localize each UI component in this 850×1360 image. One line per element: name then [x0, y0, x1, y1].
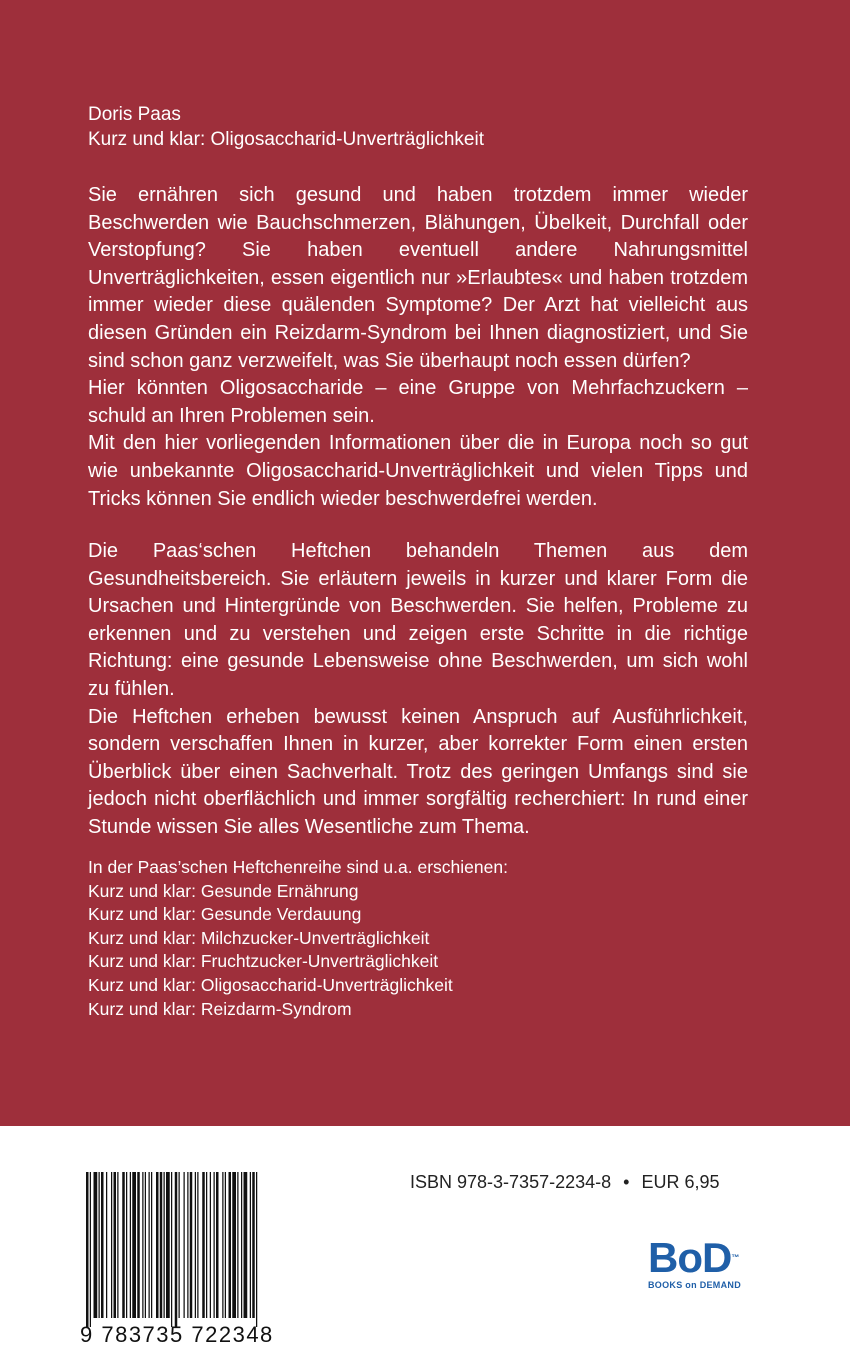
barcode-bar: [187, 1172, 188, 1318]
barcode-bar: [210, 1172, 211, 1318]
bod-publisher-name: BOOKS on DEMAND: [648, 1280, 741, 1290]
barcode-bar: [250, 1172, 251, 1318]
blurb-paragraph-2: Hier könnten Oligosaccharide – eine Gruppe von Mehrfachzuckern – schuld an Ihren Problemen sein.: [88, 377, 748, 427]
barcode-bar: [175, 1172, 178, 1327]
isbn-price-line: [410, 1172, 720, 1193]
barcode-bar: [149, 1172, 150, 1318]
barcode-bar: [137, 1172, 140, 1318]
barcode-bar: [164, 1172, 165, 1318]
barcode-bar: [106, 1172, 107, 1318]
barcode-bar: [160, 1172, 163, 1318]
isbn-separator: •: [623, 1172, 630, 1192]
series-list: [88, 856, 748, 1021]
blurb-paragraph-3: Mit den hier vorliegenden Informationen über die in Europa noch so gut wie unbekannte Oligosaccharid-Unverträglichkeit und vielen Tipps und Tricks können Sie endlich wieder beschwerdefrei werden.: [88, 432, 748, 510]
barcode-bar: [145, 1172, 146, 1318]
barcode-bar: [151, 1172, 152, 1318]
barcode-bar: [206, 1172, 207, 1318]
barcode-bar: [171, 1172, 172, 1327]
barcode-bar: [222, 1172, 223, 1318]
barcode-bar: [111, 1172, 112, 1318]
barcode-bar: [214, 1172, 215, 1318]
barcode-bar: [130, 1172, 131, 1318]
price: EUR 6,95: [641, 1172, 720, 1192]
series-list-item: Kurz und klar: Gesunde Verdauung: [88, 904, 362, 925]
barcode-bar: [114, 1172, 117, 1318]
barcode-bar: [202, 1172, 205, 1318]
series-list-item: Kurz und klar: Reizdarm-Syndrom: [88, 998, 352, 1019]
barcode-bar: [122, 1172, 125, 1318]
barcode-bar: [126, 1172, 127, 1318]
isbn-barcode: [84, 1172, 264, 1327]
barcode-bar: [232, 1172, 236, 1318]
series-intro-paragraph-2: Die Heftchen erheben bewusst keinen Anspruch auf Ausführlichkeit, sondern verschaffen Ihnen in kurzer, aber korrekter Form einen ersten Überblick über einen Sachverhalt. Trotz des geringen Umfangs sind sie jedoch nicht oberflächlich und immer sorgfältig recherchiert: In rund einer Stunde wissen Sie alles Wesentliche zum Thema.: [88, 705, 748, 838]
barcode-bar: [184, 1172, 185, 1318]
barcode-bar: [117, 1172, 118, 1318]
barcode-bar: [197, 1172, 198, 1318]
series-list-item: Kurz und klar: Milchzucker-Unverträglichkeit: [88, 927, 430, 948]
blurb-section: [88, 182, 748, 513]
barcode-bar: [86, 1172, 89, 1327]
book-title: Kurz und klar: Oligosaccharid-Unverträglichkeit: [88, 129, 484, 150]
series-list-item: Kurz und klar: Gesunde Ernährung: [88, 880, 359, 901]
series-list-item: Kurz und klar: Oligosaccharid-Unverträglichkeit: [88, 974, 453, 995]
barcode-bar: [252, 1172, 255, 1318]
barcode-bar: [190, 1172, 193, 1318]
barcode-bar: [101, 1172, 104, 1318]
series-intro-section: [88, 538, 748, 842]
barcode-digits: 9 783735 722348: [80, 1322, 274, 1347]
barcode-bar: [237, 1172, 238, 1318]
series-intro-paragraph-1: Die Paas‘schen Heftchen behandeln Themen aus dem Gesundheitsbereich. Sie erläutern jeweils in kurzer und klarer Form die Ursachen und Hintergründe von Beschwerden. Sie helfen, Probleme zu erkennen und zu verstehen und zeigen erste Schritte in die richtige Richtung: eine gesunde Lebensweise ohne Beschwerden, um sich wohl zu fühlen.: [88, 540, 748, 700]
bod-publisher-logo: [648, 1236, 748, 1296]
cover-header: [88, 102, 748, 152]
bod-logo-mark: BoD: [648, 1234, 732, 1281]
barcode-bar: [99, 1172, 100, 1318]
barcode-bar: [132, 1172, 136, 1318]
author-name: Doris Paas: [88, 104, 181, 125]
barcode-bar: [90, 1172, 91, 1327]
barcode-bar: [244, 1172, 248, 1318]
barcode-bar: [195, 1172, 196, 1318]
bod-trademark: ™: [731, 1253, 740, 1262]
barcode-bar: [94, 1172, 98, 1318]
barcode-bar: [241, 1172, 242, 1318]
barcode-bar: [229, 1172, 232, 1318]
barcode-bar: [156, 1172, 159, 1318]
series-list-item: Kurz und klar: Fruchtzucker-Unverträglichkeit: [88, 951, 439, 972]
barcode-bar: [142, 1172, 143, 1318]
blurb-paragraph-1: Sie ernähren sich gesund und haben trotzdem immer wieder Beschwerden wie Bauchschmerzen, Blähungen, Übelkeit, Durchfall oder Verstopfung? Sie haben eventuell andere Nahrungsmittel Unverträglichkeiten, essen eigentlich nur »Erlaubtes« und haben trotzdem immer wieder diese quälenden Symptome? Der Arzt hat vielleicht aus diesen Gründen ein Reizdarm-Syndrom bei Ihnen diagnostiziert, und Sie sind schon ganz verzweifelt, was Sie überhaupt noch essen dürfen?: [88, 184, 748, 372]
series-list-heading: In der Paas’schen Heftchenreihe sind u.a. erschienen:: [88, 857, 508, 877]
barcode-bar: [216, 1172, 219, 1318]
barcode-bar: [166, 1172, 170, 1318]
barcode-bar: [256, 1172, 257, 1327]
isbn-number: ISBN 978-3-7357-2234-8: [410, 1172, 612, 1192]
barcode-bar: [179, 1172, 180, 1318]
barcode-bar: [225, 1172, 226, 1318]
